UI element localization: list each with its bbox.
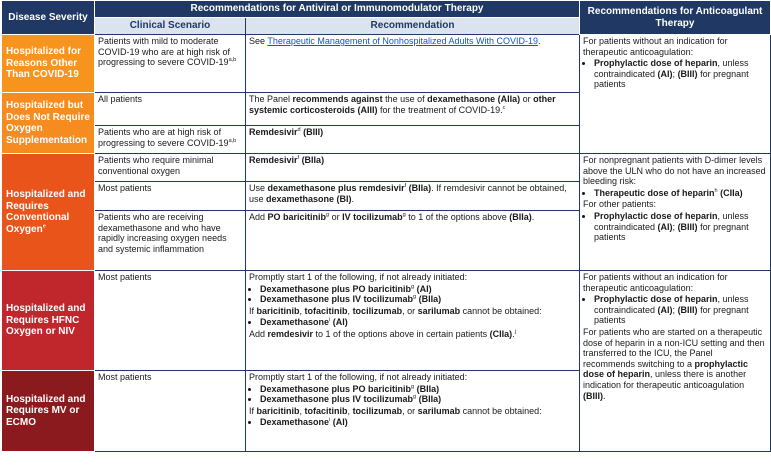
recommendation-cell: Promptly start 1 of the following, if not already initiated: • Dexamethasone plus PO baricitinib$^g$ (AI) • Dexamethasone plus IV tocilizumab$^g$ (BIIa) If baricitinib, tofacitinib, tocilizumab, or sarilumab cannot be obtained: • Dexamethasone$^i$ (AI) Add remdesivir to 1 of the options above in certain patients (CIIa).$^j$ [246, 271, 580, 371]
list-item: • Prophylactic dose of heparin, unless contraindicated (AI); (BIII) for pregnant patients [594, 294, 767, 326]
list-item: • Dexamethasone$^i$ (AI) [260, 317, 576, 328]
scenario-cell: Patients who require minimal conventional oxygen [95, 154, 246, 182]
severity-mv-ecmo: Hospitalized and Requires MV or ECMO [2, 371, 95, 452]
severity-conventional-oxygen: Hospitalized and Requires Conventional Oxygen$^e$ [2, 154, 95, 271]
recommendations-table [1, 0, 771, 452]
list-item: • Prophylactic dose of heparin, unless contraindicated (AI); (BIII) for pregnant patients [594, 211, 767, 243]
scenario-cell: Patients who are receiving dexamethasone and who have rapidly increasing oxygen needs and systemic inflammation [95, 211, 246, 271]
scenario-cell: Patients who are at high risk of progressing to severe COVID-19$^{a,b}$ [95, 126, 246, 154]
recommendation-cell: Use dexamethasone plus remdesivir$^f$ (BIIa). If remdesivir cannot be obtained, use dexamethasone (BI). [246, 182, 580, 211]
list-item: • Dexamethasone plus IV tocilizumab$^g$ (BIIa) [260, 294, 576, 305]
header-anticoagulant: Recommendations for Anticoagulant Therapy [580, 1, 771, 35]
header-disease-severity: Disease Severity [2, 1, 95, 35]
recommendation-cell: Add PO baricitinib$^g$ or IV tocilizumab$^g$ to 1 of the options above (BIIa). [246, 211, 580, 271]
scenario-cell: Most patients [95, 182, 246, 211]
scenario-cell: Patients with mild to moderate COVID-19 who are at high risk of progressing to severe COVID-19$^{a,b}$ [95, 35, 246, 93]
anticoagulant-cell-1: For patients without an indication for therapeutic anticoagulation: • Prophylactic dose of heparin, unless contraindicated (AI); (BIII) for pregnant patients [580, 35, 771, 154]
list-item: • Dexamethasone plus PO baricitinib$^g$ (AI) [260, 284, 576, 295]
nonhospitalized-adults-link[interactable]: Therapeutic Management of Nonhospitalized Adults With COVID-19 [267, 36, 538, 46]
list-item: • Prophylactic dose of heparin, unless contraindicated (AI); (BIII) for pregnant patients [594, 58, 767, 90]
scenario-cell: Most patients [95, 271, 246, 371]
header-antiviral-group: Recommendations for Antiviral or Immunomodulator Therapy [95, 1, 580, 18]
list-item: • Therapeutic dose of heparin$^h$ (CIIa) [594, 188, 767, 199]
severity-hospitalized-other-reasons: Hospitalized for Reasons Other Than COVID-19 [2, 35, 95, 93]
recommendation-cell: Remdesivir$^f$ (BIIa) [246, 154, 580, 182]
recommendation-cell: Remdesivir$^d$ (BIII) [246, 126, 580, 154]
list-item: • Dexamethasone$^i$ (AI) [260, 417, 576, 428]
recommendation-cell: Promptly start 1 of the following, if not already initiated: • Dexamethasone plus PO baricitinib$^g$ (BIIa) • Dexamethasone plus IV tocilizumab$^g$ (BIIa) If baricitinib, tofacitinib, tocilizumab, or sarilumab cannot be obtained: • Dexamethasone$^i$ (AI) [246, 371, 580, 452]
list-item: • Dexamethasone plus PO baricitinib$^g$ (BIIa) [260, 384, 576, 395]
recommendation-cell: See Therapeutic Management of Nonhospitalized Adults With COVID-19. [246, 35, 580, 93]
anticoagulant-cell-2: For nonpregnant patients with D-dimer levels above the ULN who do not have an increased bleeding risk: • Therapeutic dose of heparin$^h$ (CIIa) For other patients: • Prophylactic dose of heparin, unless contraindicated (AI); (BIII) for pregnant patients [580, 154, 771, 271]
recommendation-cell: The Panel recommends against the use of dexamethasone (AIIa) or other systemic corticosteroids (AIII) for the treatment of COVID-19.$^c$ [246, 93, 580, 126]
scenario-cell: Most patients [95, 371, 246, 452]
severity-no-oxygen: Hospitalized but Does Not Require Oxygen Supplementation [2, 93, 95, 154]
header-clinical-scenario: Clinical Scenario [95, 18, 246, 35]
header-recommendation: Recommendation [246, 18, 580, 35]
scenario-cell: All patients [95, 93, 246, 126]
severity-hfnc-niv: Hospitalized and Requires HFNC Oxygen or NIV [2, 271, 95, 371]
anticoagulant-cell-3: For patients without an indication for therapeutic anticoagulation: • Prophylactic dose of heparin, unless contraindicated (AI); (BIII) for pregnant patients For patients who are started on a therapeutic dose of heparin in a non-ICU setting and then transferred to the ICU, the Panel recommends switching to a prophylactic dose of heparin, unless there is another indication for therapeutic anticoagulation (BIII). [580, 271, 771, 452]
list-item: • Dexamethasone plus IV tocilizumab$^g$ (BIIa) [260, 394, 576, 405]
